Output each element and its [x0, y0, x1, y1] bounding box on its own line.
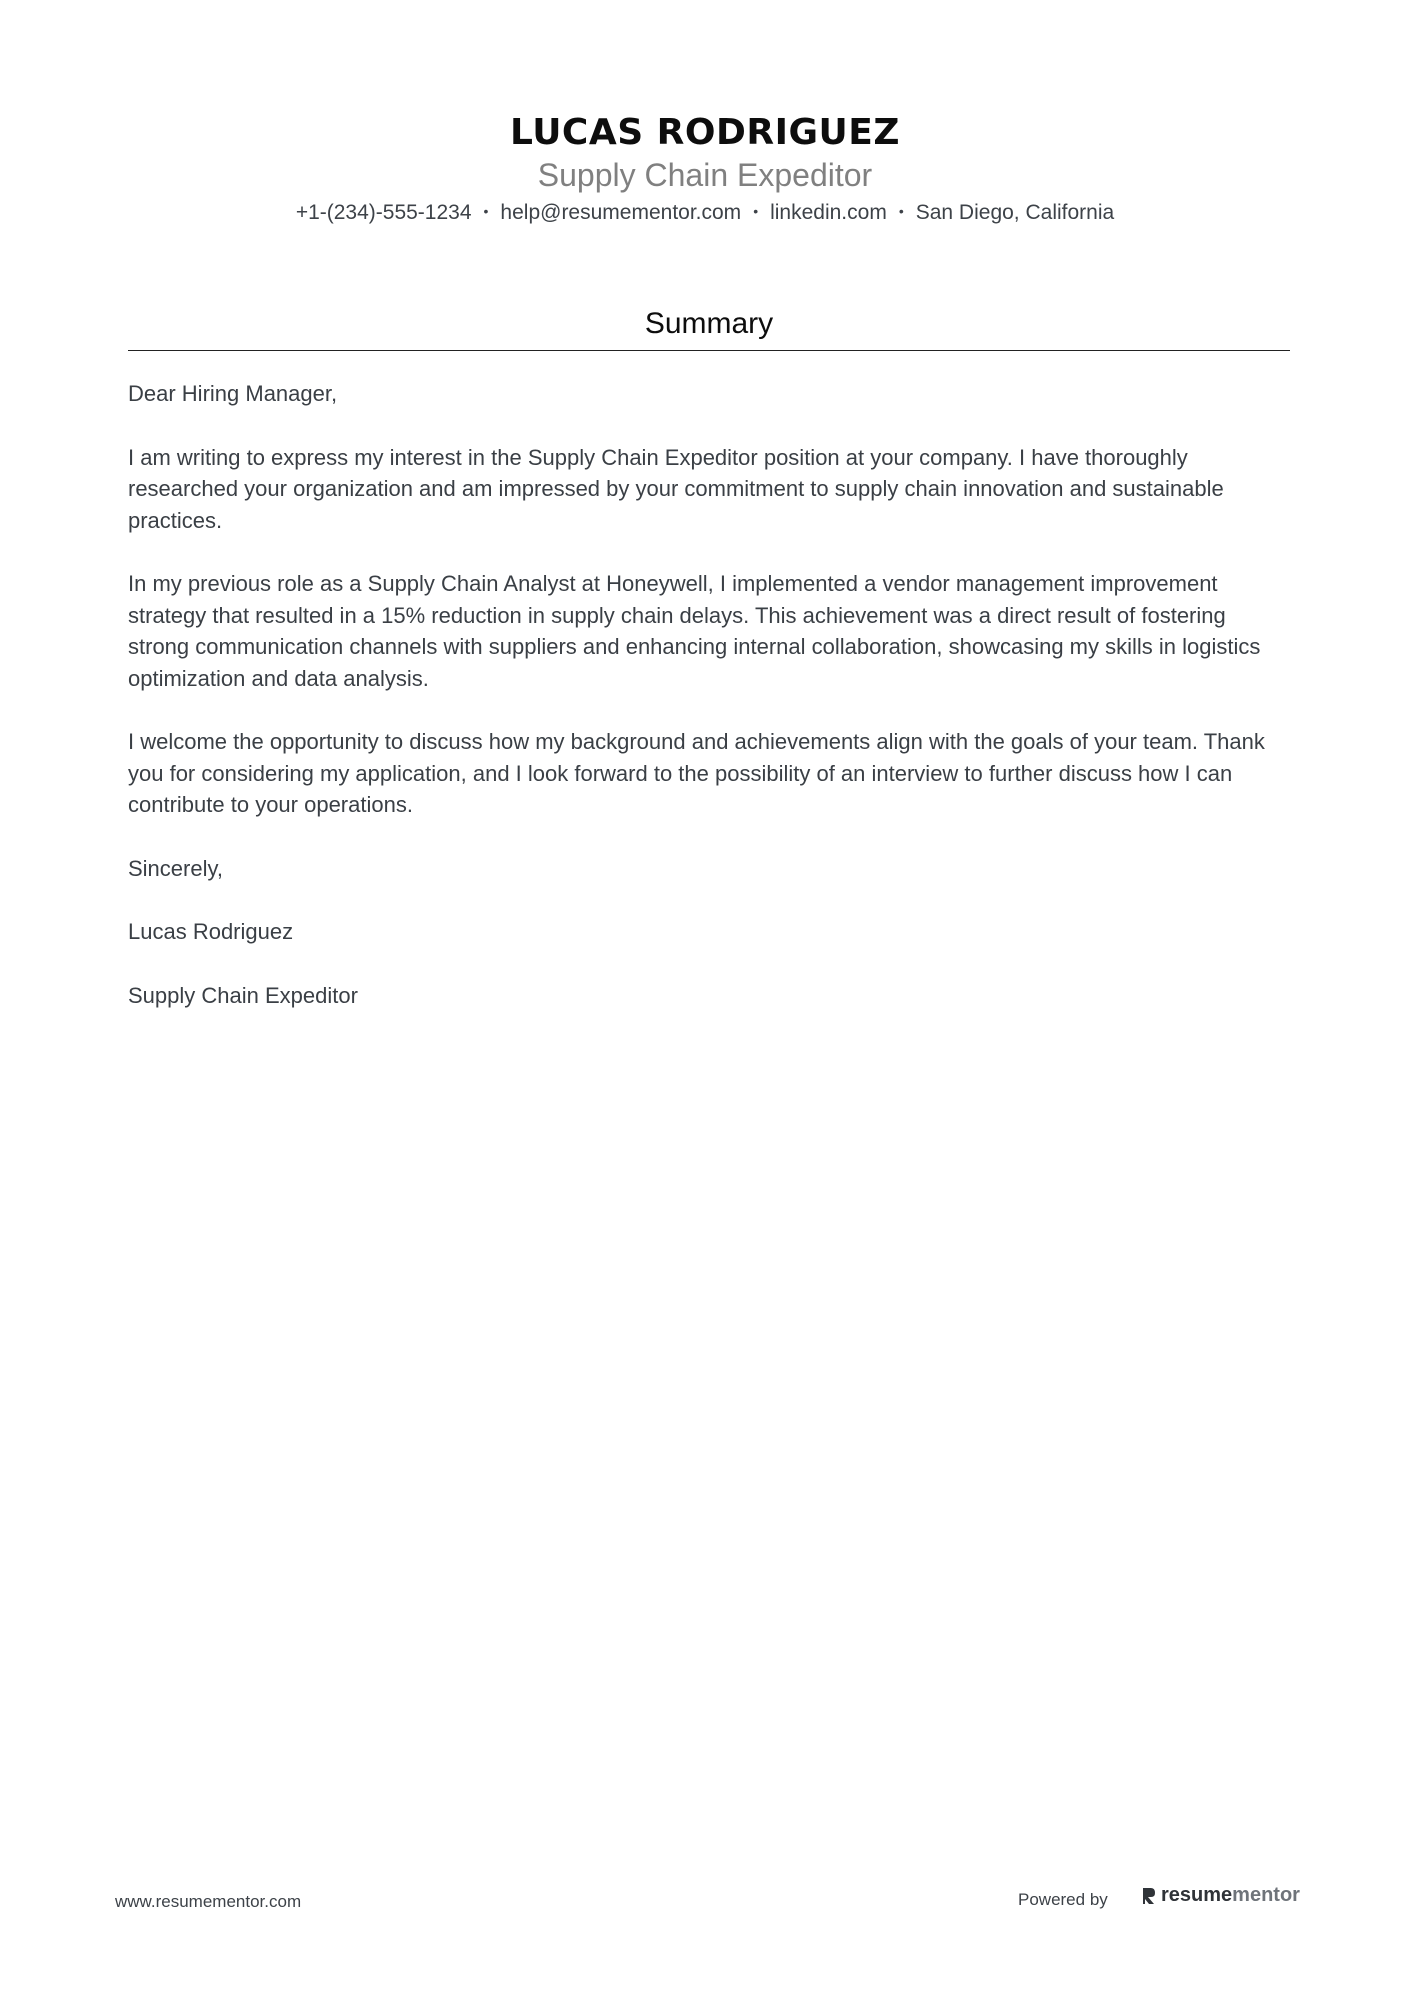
contact-separator: • [753, 203, 759, 220]
signature-title: Supply Chain Expeditor [128, 982, 358, 1008]
brand-text-light: mentor [1232, 1884, 1300, 1906]
letter-header [0, 110, 1410, 228]
footer-website-link[interactable]: www.resumementor.com [115, 1892, 302, 1911]
contact-separator: • [898, 203, 904, 220]
contact-location: San Diego, California [915, 201, 1115, 224]
contact-separator: • [483, 203, 489, 220]
letter-body [128, 378, 1290, 1043]
letter-paragraph: In my previous role as a Supply Chain Analyst at Honeywell, I implemented a vendor management improvement strategy that resulted in a 15% reduction in supply chain delays. This achievement was a direct result of fostering strong communication channels with suppliers and enhancing internal collaboration, showcasing my skills in logistics optimization and data analysis. [128, 571, 1261, 691]
contact-linkedin[interactable]: linkedin.com [770, 201, 887, 224]
letter-paragraph: I am writing to express my interest in the Supply Chain Expeditor position at your company. I have thoroughly researched your organization and am impressed by your commitment to supply chain innovation and sustainable practices. [128, 444, 1224, 533]
resumementor-logo-icon [1141, 1886, 1157, 1906]
signature-name: Lucas Rodriguez [128, 919, 294, 944]
powered-by-label: Powered by [1018, 1890, 1108, 1909]
resumementor-brand-logo[interactable] [1141, 1884, 1300, 1907]
contact-phone: +1-(234)-555-1234 [295, 201, 472, 224]
contact-email[interactable]: help@resumementor.com [500, 201, 742, 224]
applicant-name: LUCAS RODRIGUEZ [510, 112, 900, 153]
letter-closing: Sincerely, [128, 855, 223, 881]
brand-text-strong: resume [1161, 1884, 1233, 1906]
contact-info [0, 198, 1410, 228]
summary-heading: Summary [644, 307, 774, 340]
applicant-job-title: Supply Chain Expeditor [537, 157, 873, 193]
letter-paragraph: I welcome the opportunity to discuss how my background and achievements align with the goals of your team. Thank you for considering my application, and I look forward to the possibility of an interview to further discuss how I can contribute to your operations. [128, 729, 1265, 817]
section-divider [128, 350, 1290, 351]
letter-salutation: Dear Hiring Manager, [128, 381, 338, 406]
